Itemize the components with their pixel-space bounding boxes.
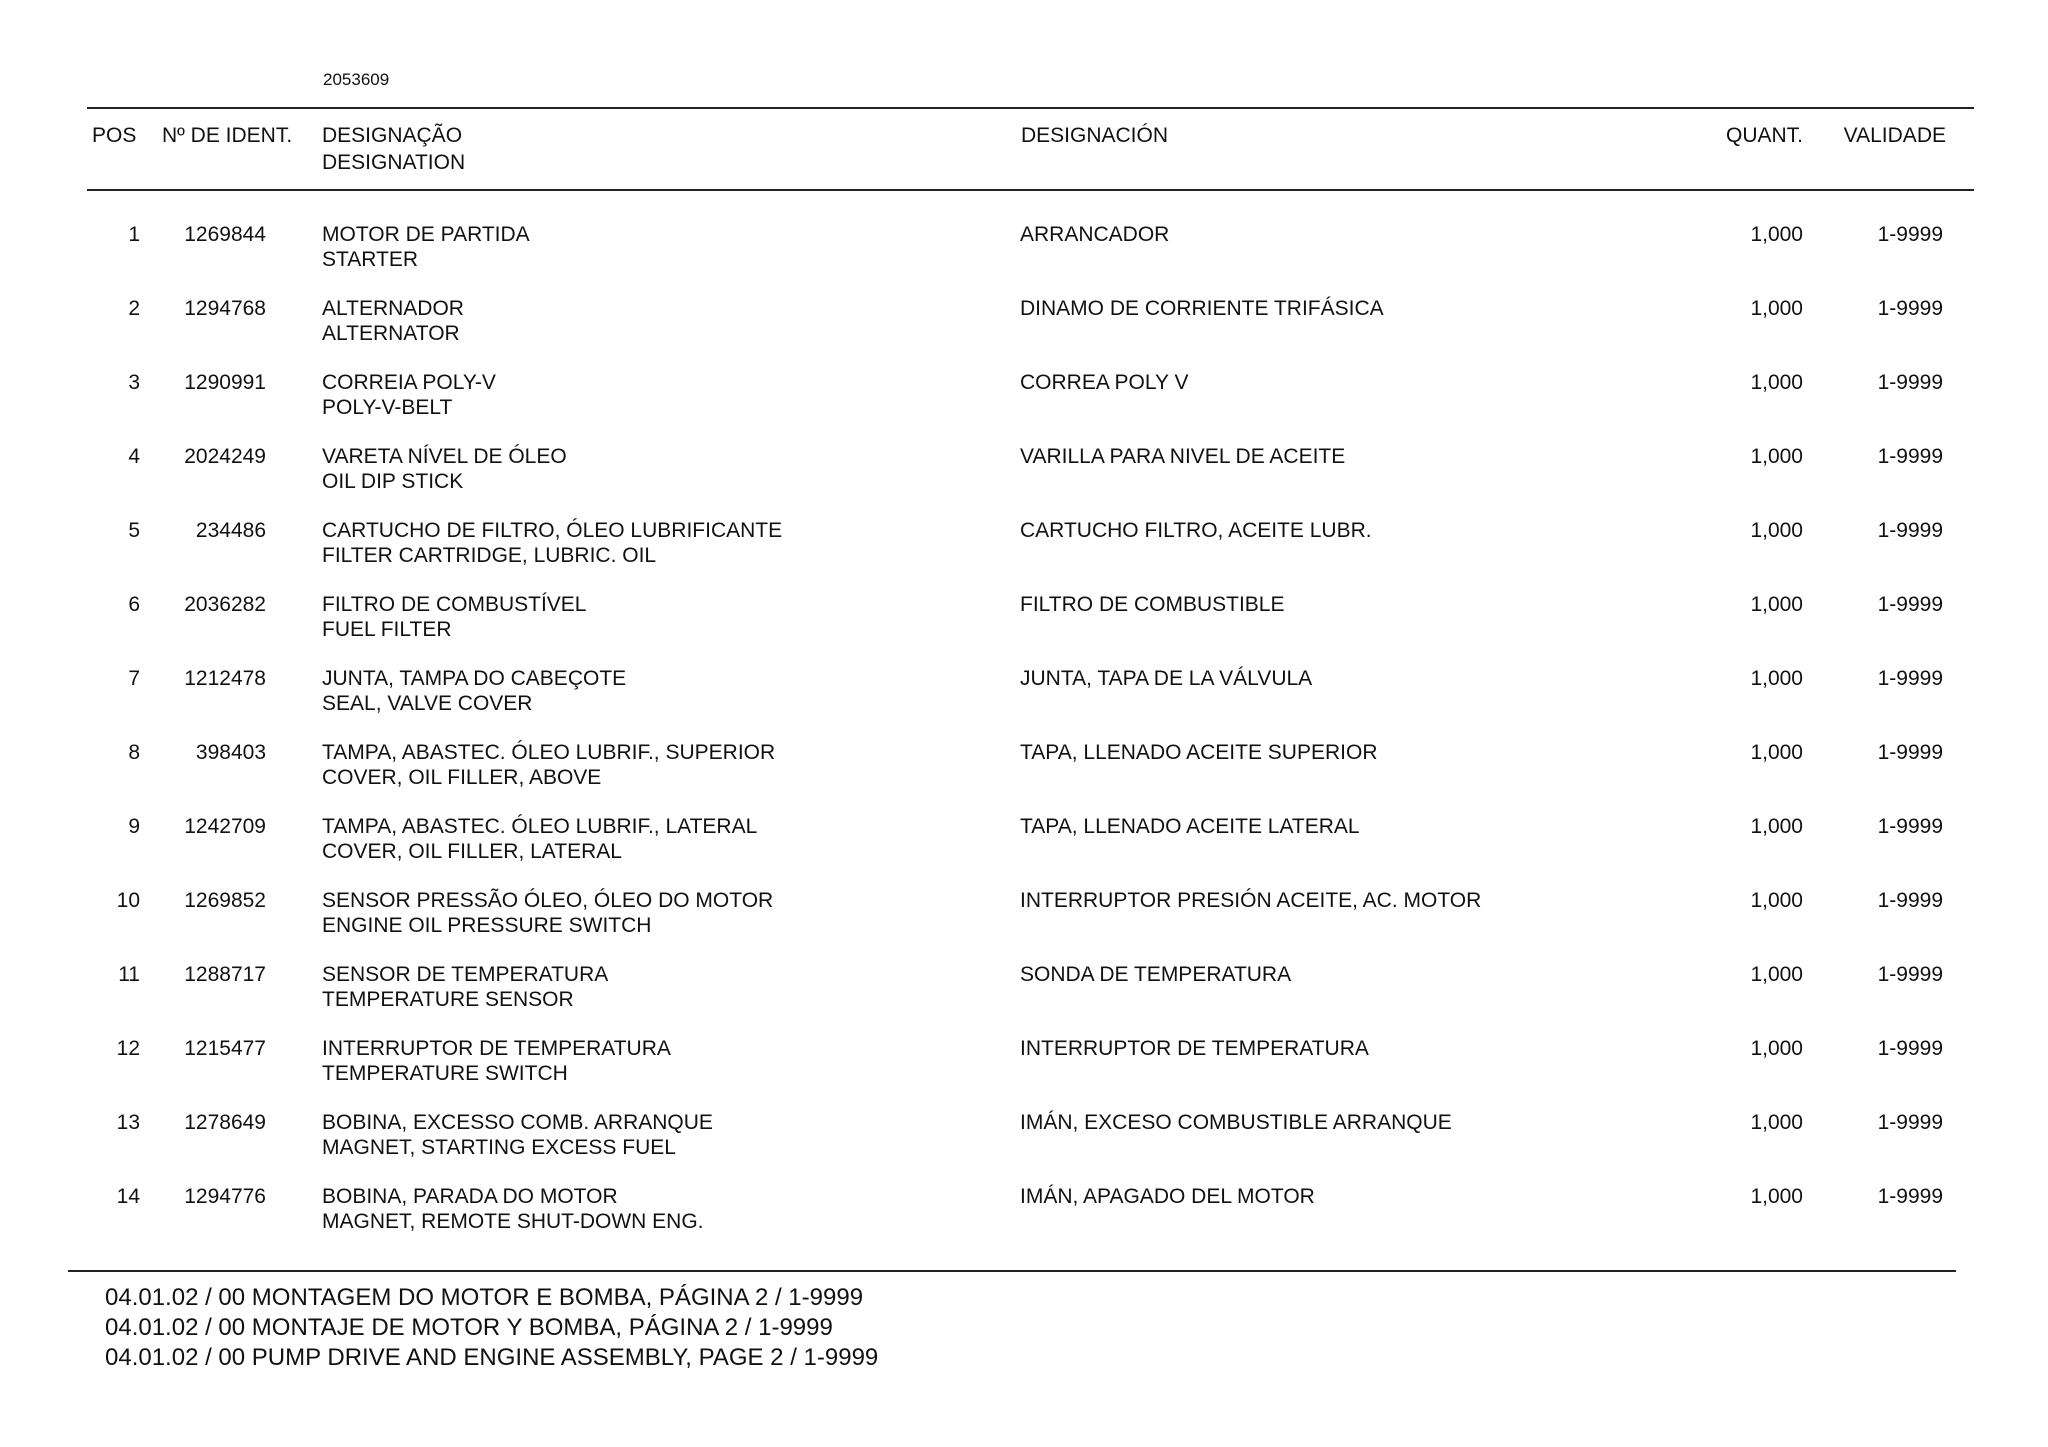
row-designacao: TAMPA, ABASTEC. ÓLEO LUBRIF., SUPERIOR [322, 741, 776, 764]
row-designacao: MOTOR DE PARTIDA [322, 223, 530, 246]
row-designation: SEAL, VALVE COVER [322, 692, 533, 715]
row-designation: OIL DIP STICK [322, 470, 464, 493]
row-designacao: JUNTA, TAMPA DO CABEÇOTE [322, 667, 627, 690]
row-designation: STARTER [322, 248, 419, 271]
table-row [0, 1184, 2048, 1258]
row-designacao: ALTERNADOR [322, 297, 464, 320]
header-ident: Nº DE IDENT. [162, 124, 293, 147]
top-divider [87, 107, 1974, 109]
row-designacao: SENSOR DE TEMPERATURA [322, 963, 609, 986]
row-designacion: DINAMO DE CORRIENTE TRIFÁSICA [1020, 297, 1384, 320]
row-quant: 1,000 [1750, 297, 1803, 320]
row-designacion: VARILLA PARA NIVEL DE ACEITE [1020, 445, 1346, 468]
row-designation: TEMPERATURE SENSOR [322, 988, 574, 1011]
row-ident: 2036282 [184, 593, 266, 616]
row-pos: 8 [128, 741, 140, 764]
row-designacao: BOBINA, EXCESSO COMB. ARRANQUE [322, 1111, 713, 1134]
row-designation: MAGNET, REMOTE SHUT-DOWN ENG. [322, 1210, 704, 1233]
row-ident: 1269852 [184, 889, 266, 912]
row-ident: 1215477 [184, 1037, 266, 1060]
row-quant: 1,000 [1750, 741, 1803, 764]
row-validade: 1-9999 [1877, 371, 1943, 394]
row-pos: 10 [116, 889, 140, 912]
row-designation: ALTERNATOR [322, 322, 460, 345]
row-designation: POLY-V-BELT [322, 396, 453, 419]
row-quant: 1,000 [1750, 1185, 1803, 1208]
row-designacion: SONDA DE TEMPERATURA [1020, 963, 1292, 986]
row-designacion: IMÁN, APAGADO DEL MOTOR [1020, 1185, 1315, 1208]
row-designacion: ARRANCADOR [1020, 223, 1170, 246]
row-ident: 1294776 [184, 1185, 266, 1208]
row-pos: 11 [118, 963, 140, 986]
row-validade: 1-9999 [1877, 815, 1943, 838]
row-validade: 1-9999 [1877, 223, 1943, 246]
row-designation: ENGINE OIL PRESSURE SWITCH [322, 914, 652, 937]
row-designacao: VARETA NÍVEL DE ÓLEO [322, 445, 567, 468]
row-pos: 1 [128, 223, 140, 246]
document-number: 2053609 [323, 70, 390, 89]
row-designacion: TAPA, LLENADO ACEITE SUPERIOR [1020, 741, 1378, 764]
row-designation: COVER, OIL FILLER, LATERAL [322, 840, 622, 863]
header-designation-en: DESIGNATION [322, 151, 466, 174]
table-row [0, 666, 2048, 740]
row-pos: 6 [128, 593, 140, 616]
table-row [0, 740, 2048, 814]
row-designation: COVER, OIL FILLER, ABOVE [322, 766, 602, 789]
row-validade: 1-9999 [1877, 963, 1943, 986]
row-ident: 398403 [195, 741, 266, 764]
row-designacion: CARTUCHO FILTRO, ACEITE LUBR. [1020, 519, 1372, 542]
row-designacion: CORREA POLY V [1020, 371, 1189, 394]
row-ident: 1212478 [184, 667, 266, 690]
row-designacion: INTERRUPTOR PRESIÓN ACEITE, AC. MOTOR [1020, 889, 1482, 912]
row-pos: 14 [116, 1185, 140, 1208]
row-quant: 1,000 [1750, 1037, 1803, 1060]
row-quant: 1,000 [1750, 445, 1803, 468]
row-quant: 1,000 [1750, 1111, 1803, 1134]
row-designacion: FILTRO DE COMBUSTIBLE [1020, 593, 1285, 616]
table-row [0, 222, 2048, 296]
row-designacion: IMÁN, EXCESO COMBUSTIBLE ARRANQUE [1020, 1111, 1452, 1134]
row-validade: 1-9999 [1877, 667, 1943, 690]
header-divider [87, 189, 1974, 191]
row-pos: 3 [128, 371, 140, 394]
row-validade: 1-9999 [1877, 297, 1943, 320]
table-row [0, 296, 2048, 370]
parts-table-body [0, 222, 2048, 1258]
page-footer [105, 1283, 878, 1373]
header-designacion: DESIGNACIÓN [1021, 124, 1169, 147]
row-designation: FUEL FILTER [322, 618, 452, 641]
row-pos: 13 [116, 1111, 140, 1134]
row-designation: MAGNET, STARTING EXCESS FUEL [322, 1136, 676, 1159]
row-validade: 1-9999 [1877, 1111, 1943, 1134]
footer-divider [68, 1270, 1956, 1272]
row-validade: 1-9999 [1877, 519, 1943, 542]
row-validade: 1-9999 [1877, 741, 1943, 764]
row-designacao: FILTRO DE COMBUSTÍVEL [322, 593, 587, 616]
row-ident: 234486 [195, 519, 266, 542]
row-pos: 12 [116, 1037, 140, 1060]
row-quant: 1,000 [1750, 371, 1803, 394]
footer-line-pt: 04.01.02 / 00 MONTAGEM DO MOTOR E BOMBA, PÁGINA 2 / 1-9999 [105, 1284, 864, 1311]
table-row [0, 962, 2048, 1036]
row-quant: 1,000 [1750, 593, 1803, 616]
row-designacion: TAPA, LLENADO ACEITE LATERAL [1020, 815, 1360, 838]
row-pos: 4 [128, 445, 140, 468]
row-designacao: BOBINA, PARADA DO MOTOR [322, 1185, 618, 1208]
row-validade: 1-9999 [1877, 1185, 1943, 1208]
table-row [0, 1036, 2048, 1110]
table-row [0, 370, 2048, 444]
row-ident: 2024249 [184, 445, 266, 468]
table-row [0, 888, 2048, 962]
header-validade: VALIDADE [1843, 124, 1946, 147]
row-designacion: JUNTA, TAPA DE LA VÁLVULA [1020, 667, 1313, 690]
footer-line-es: 04.01.02 / 00 MONTAJE DE MOTOR Y BOMBA, PÁGINA 2 / 1-9999 [105, 1314, 833, 1341]
row-quant: 1,000 [1750, 223, 1803, 246]
row-ident: 1278649 [184, 1111, 266, 1134]
row-validade: 1-9999 [1877, 889, 1943, 912]
table-row [0, 592, 2048, 666]
row-validade: 1-9999 [1877, 1037, 1943, 1060]
row-quant: 1,000 [1750, 667, 1803, 690]
row-designacao: CORREIA POLY-V [322, 371, 496, 394]
row-designacao: INTERRUPTOR DE TEMPERATURA [322, 1037, 671, 1060]
row-ident: 1288717 [184, 963, 266, 986]
table-row [0, 518, 2048, 592]
row-validade: 1-9999 [1877, 445, 1943, 468]
row-quant: 1,000 [1750, 963, 1803, 986]
row-designacao: SENSOR PRESSÃO ÓLEO, ÓLEO DO MOTOR [322, 889, 774, 912]
row-pos: 7 [128, 667, 140, 690]
table-row [0, 444, 2048, 518]
row-pos: 5 [128, 519, 140, 542]
row-ident: 1269844 [184, 223, 266, 246]
row-designacion: INTERRUPTOR DE TEMPERATURA [1020, 1037, 1369, 1060]
row-ident: 1294768 [184, 297, 266, 320]
header-quant: QUANT. [1725, 124, 1803, 147]
table-row [0, 1110, 2048, 1184]
row-designation: FILTER CARTRIDGE, LUBRIC. OIL [322, 544, 657, 567]
row-pos: 2 [128, 297, 140, 320]
row-quant: 1,000 [1750, 519, 1803, 542]
header-designacao [322, 122, 465, 176]
row-pos: 9 [128, 815, 140, 838]
row-designacao: CARTUCHO DE FILTRO, ÓLEO LUBRIFICANTE [322, 519, 783, 542]
table-row [0, 814, 2048, 888]
row-ident: 1242709 [184, 815, 266, 838]
row-ident: 1290991 [184, 371, 266, 394]
row-validade: 1-9999 [1877, 593, 1943, 616]
row-quant: 1,000 [1750, 889, 1803, 912]
footer-line-en: 04.01.02 / 00 PUMP DRIVE AND ENGINE ASSEMBLY, PAGE 2 / 1-9999 [105, 1344, 879, 1371]
header-pos: POS [92, 124, 137, 147]
header-designacao-pt: DESIGNAÇÃO [322, 124, 463, 147]
row-designation: TEMPERATURE SWITCH [322, 1062, 568, 1085]
row-designacao: TAMPA, ABASTEC. ÓLEO LUBRIF., LATERAL [322, 815, 758, 838]
row-quant: 1,000 [1750, 815, 1803, 838]
